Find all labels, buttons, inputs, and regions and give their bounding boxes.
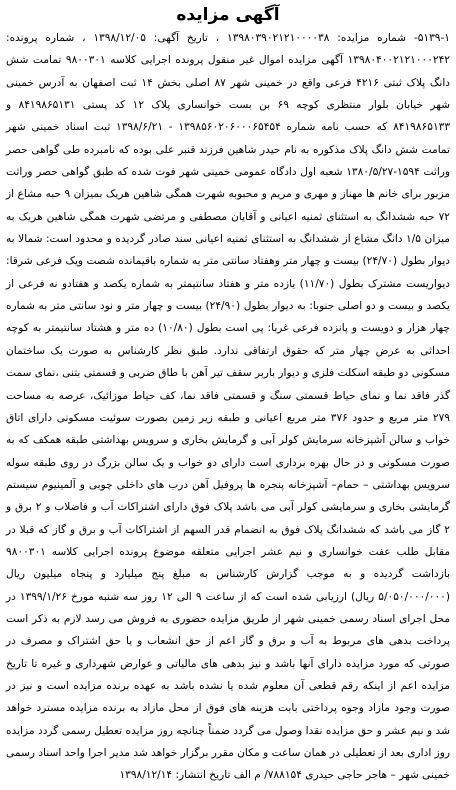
notice-body: ۵۱۳۹-۱- شماره مزایده: ۱۳۹۸۰۳۹۰۲۱۲۱۰۰۰۰۳۸ ، تاریخ آگهی: ۱۳۹۸/۱۲/۰۵ ، شماره پرونده: ۱۳۹۸۰۴۰۰۲۱۲۱۰۰۰۲۴۲ آگهی مزایده اموال غیر منقول پرونده اجرایی کلاسه ۹۸۰۰۳۰۱ تمامت شش دانگ پلاک ثبتی ۴۲۱۶ فرعی واقع در خمینی شهر ۸۷ اصلی بخش ۱۴ ثبت اصفهان به آدرس خمینی شهر خیابان بلوار منتظری کوچه ۶۹ بن بست خوانساری پلاک ۱۲ کد پستی ۸۴۱۹۸۶۵۱۳۱ و ۸۴۱۹۸۶۵۱۳۳ که حسب نامه شماره ۱۳۹۸۵۶۰۲۰۶۰۰۰۶۵۴۵۴ - ۱۳۹۸/۶/۲۱ ثبت اسناد خمینی شهر تمامت شش دانگ پلاک مذکوره به نام حیدر شاهین فرزند قنبر علی بوده که نامبرده طی گواهی حصر وراثت ۱۵۹۴-۱۳۸۰/۵/۲۷ شعبه اول دادگاه عمومی خمینی شهر فوت شده که طبق گواهی حصر وراثت مزبور برای خانم ها مهناز و مهری و مریم و محبوبه شهرت همگی شاهین هریک بمیزان ۹ حبه مشاع از ۷۲ حبه ششدانگ به استثنای ثمنیه اعیانی و آقایان مصطفی و مرتضی شهرت همگی شاهین هریک به میزان ۱/۵ دانگ مشاع از ششدانگ به استثنای ثمنیه اعیانی سند صادر گردیده و محدود است: شمالا به دیوار بطول (۲۴/۷۰) بیست و چهار متر وهفتاد سانتی متر به شماره باقیمانده شصت ویک فرعی شرقا: دیواریست مشترک بطول (۱۱/۷۰) یازده متر و هفتاد سانتیمتر به شماره یکصد و هفتادو نه فرعی از یکصد و بیست و دو اصلی جنوبا: به دیوار بطول (۲۴/۹۰) بیست و چهار متر و نود سانتی متر به شماره چهار هزار و دویست و پانزده فرعی غربا: پی است بطول (۱۰/۸۰) ده متر و هشتاد سانتیمتر به کوچه احداثی به عرض چهار متر که حقوق ارتفاقی ندارد. طبق نظر کارشناس به صورت یک ساختمان مسکونی دو طبقه اسکلت فلزی و دیوار باربر سقف تیر آهن با طاق ضربی و قسمتی بتنی ،نمای سمت گذر فاقد نما و نمای حیاط قسمتی سنگ و قسمتی فاقد نما، کف حیاط موزائیک، عرصه به مساحت ۲۷۹ متر مربع و حدود ۳۷۶ متر مربع اعیانی و طبقه زیر زمین بصورت سوئیت مسکونی دارای اتاق خواب و سالن آشپزخانه سرمایش کولر آبی و گرمایش بخاری و سرویس بهداشتی طبقه همکف که به صورت مسکونی و در حال بهره برداری است دارای دو خواب و یک سالن بزرگ در روی طبقه سوله سرویس بهداشتی – حمام– آشپزخانه پنجره ها پروفیل آهن درب های داخلی چوبی و آلمینیوم سیستم گرمایشی بخاری و سرمایشی کولر آبی می باشد پلاک فوق دارای اشتراکات آب و فاضلاب و ۲ برق و ۲ گاز می باشد که ششدانگ پلاک فوق به انضمام قدر السهم از اشتراکات آب و برق و گاز که قبلا در مقابل طلب عفت خوانساری و نیم عشر اجرایی متعلقه موضوع پرونده اجرایی کلاسه ۹۸۰۰۳۰۱ بازداشت گردیده و به موجب گزارش کارشناس به مبلغ پنج میلیارد و پنجاه میلیون ریال (۵/۰۵۰/۰۰۰/۰۰۰ ریال) ارزیابی شده است که از ساعت ۹ الی ۱۲ روز سه شنبه مورخ ۱۳۹۹/۱/۲۶ در محل اجرای اسناد رسمی خمینی شهر از طریق مزایده حضوری به فروش می رسد لازم به ذکر است پرداخت بدهی های مربوط به آب و برق و گاز اعم از حق انشعاب و یا حق اشتراک و مصرف در صورتی که مورد مزایده دارای آنها باشد و نیز بدهی های مالیاتی و عوارض شهرداری و غیره تا تاریخ مزایده اعم از اینکه رقم قطعی آن معلوم شده یا نشده باشد به عهده برنده مزایده است و نیز در صورت وجود مازاد وجوه پرداختی بابت هزینه های فوق از محل مازاد به برنده مزایده مسترد خواهد شد و نیم عشر و حق مزایده نقدا وصول می گردد ضمناً چنانچه روز مزایده تعطیل رسمی گردد مزایده روز اداری بعد از تعطیلی در همان ساعت و مکان مقرر برگزار خواهد شد مدیر اجرا واحد اسناد رسمی خمینی شهر – هاجر حاجی حیدری ۷۸۸۱۵۴/ م الف تاریخ انتشار: ۱۳۹۸/۱۲/۱۴ (6, 32, 451, 782)
notice-title: آگهی مزایده (176, 5, 280, 25)
